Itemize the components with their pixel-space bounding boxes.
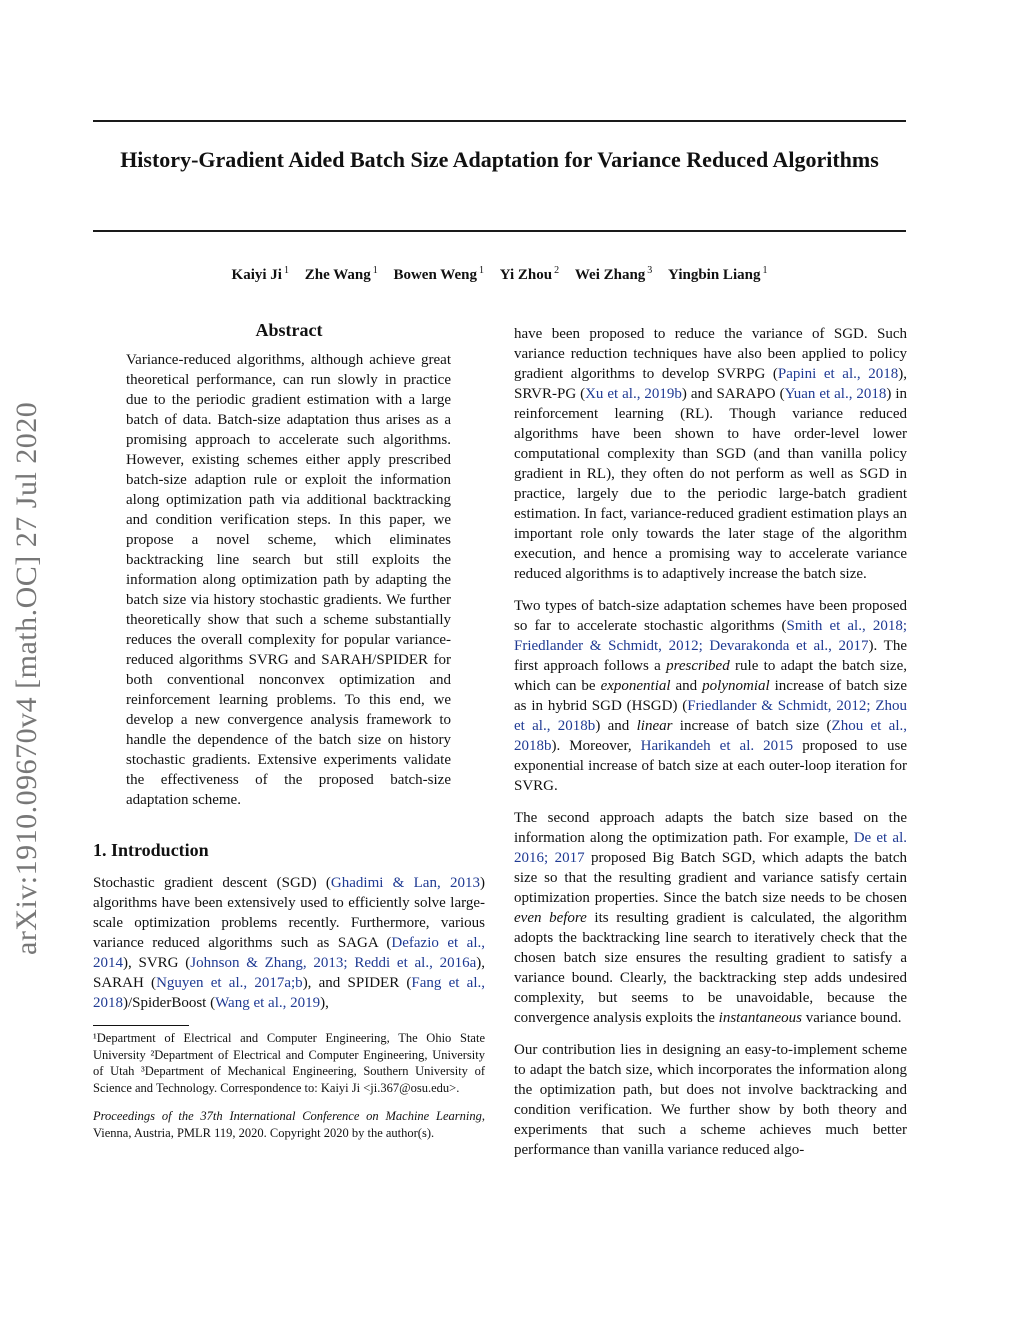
citation-link[interactable]: Friedlander & Schmidt, 2012; Zhou et al., 2018b (514, 698, 907, 734)
intro-paragraph: Stochastic gradient descent (SGD) (Ghadimi & Lan, 2013) algorithms have been extensively used to efficiently solve large-scale optimization problems recently. Furthermore, various variance reduced algorithms such as SAGA (Defazio et al., 2014), SVRG (Johnson & Zhang, 2013; Reddi et al., 2016a), SARAH (Nguyen et al., 2017a;b), and SPIDER (Fang et al., 2018)/SpiderBoost (Wang et al., 2019), (93, 875, 486, 1011)
author: Wei Zhang $^3$ (574, 265, 653, 283)
title-bottom-rule (93, 230, 906, 232)
citation-link[interactable]: Defazio et al., 2014 (93, 935, 485, 971)
citation-link[interactable]: Smith et al., 2018; Friedlander & Schmidt, 2012; Devarakonda et al., 2017 (514, 618, 907, 654)
abstract-heading: Abstract (255, 320, 323, 340)
arxiv-stamp: arXiv:1910.09670v4 [math.OC] 27 Jul 2020 (10, 401, 43, 955)
body-paragraph: Our contribution lies in designing an easy-to-implement scheme to adapt the batch size, which incorporates the information along the optimization path, but does not involve backtracking and condition verification. We further show by both theory and experiments that such a scheme achieves much better performance than vanilla variance reduced algo- (514, 1042, 907, 1158)
author: Zhe Wang $^1$ (304, 265, 378, 283)
body-paragraph: Two types of batch-size adaptation schemes have been proposed so far to accelerate stochastic algorithms (Smith et al., 2018; Friedlander & Schmidt, 2012; Devarakonda et al., 2017). The first approach follows a prescribed rule to adapt the batch size, which can be exponential and polynomial increase of batch size as in hybrid SGD (HSGD) (Friedlander & Schmidt, 2012; Zhou et al., 2018b) and linear increase of batch size (Zhou et al., 2018b). Moreover, Harikandeh et al. 2015 proposed to use exponential increase of batch size at each outer-loop iteration for SVRG. (514, 598, 907, 794)
citation-link[interactable]: Harikandeh et al. 2015 (640, 738, 794, 754)
citation-link[interactable]: Zhou et al., 2018b (514, 718, 907, 754)
title-top-rule (93, 120, 906, 122)
body-paragraph: The second approach adapts the batch size based on the information along the optimization path. For example, De et al. 2016; 2017 proposed Big Batch SGD, which adapts the batch size so that the resulting gradient and variance satisfy certain optimization properties. Since the batch size needs to be chosen even before its resulting gradient is calculated, the algorithm adopts the backtracking line search to iteratively check that the chosen batch size ensures the resulting gradient to satisfy a variance bound. Clearly, the backtracking step adds undesired complexity, but seems to be unavoidable, because the convergence analysis exploits the instantaneous variance bound. (514, 810, 908, 1026)
paper-title: History-Gradient Aided Batch Size Adaptation for Variance Reduced Algorithms (120, 147, 879, 172)
citation-link[interactable]: Fang et al., 2018 (93, 975, 486, 1011)
affiliation-footnote: ¹Department of Electrical and Computer Engineering, The Ohio State University ²Department of Electrical and Computer Engineering, University of Utah ³Department of Mechanical Engineering, Southern University of Science and Technology. Correspondence to: Kaiyi Ji <ji.367@osu.edu>. (93, 1031, 485, 1095)
right-column (514, 324, 907, 1172)
citation-link[interactable]: Nguyen et al., 2017a;b (156, 975, 303, 991)
abstract-text: Variance-reduced algorithms, although achieve great theoretical performance, can run slowly in practice due to the periodic gradient estimation with a large batch of data. Batch-size adaptation thus arises as a promising approach to accelerate such algorithms. However, existing schemes either apply prescribed batch-size adaption rule or exploit the information along optimization path via additional backtracking and condition verification steps. In this paper, we propose a novel scheme, which eliminates backtracking line search but still exploits the information along optimization path by adapting the batch size via history stochastic gradients. We further theoretically show that such a scheme substantially reduces the overall complexity for popular variance-reduced algorithms SVRG and SARAH/SPIDER for both conventional nonconvex optimization and reinforcement learning problems. To this end, we develop a new convergence analysis framework to handle the dependence of the batch size on history stochastic gradients. Extensive experiments validate the effectiveness of the proposed batch-size adaptation scheme. (126, 352, 451, 808)
citation-link[interactable]: Yuan et al., 2018 (784, 386, 887, 402)
proceedings-note: Proceedings of the 37th International Conference on Machine Learning, Vienna, Austria, PMLR 119, 2020. Copyright 2020 by the author(s). (93, 1109, 485, 1140)
citation-link[interactable]: Ghadimi & Lan, 2013 (330, 875, 480, 891)
author-list (93, 265, 906, 284)
citation-link[interactable]: Johnson & Zhang, 2013; Reddi et al., 2016a (190, 955, 477, 971)
footnote-rule (93, 1025, 189, 1026)
citation-link[interactable]: Papini et al., 2018 (777, 366, 899, 382)
citation-link[interactable]: Xu et al., 2019b (585, 386, 682, 402)
left-column (93, 318, 485, 1141)
author: Kaiyi Ji $^1$ (231, 265, 289, 283)
author: Yi Zhou $^2$ (499, 265, 560, 283)
body-paragraph: have been proposed to reduce the variance of SGD. Such variance reduction techniques have also been applied to policy gradient algorithms to develop SVRPG (Papini et al., 2018), SRVR-PG (Xu et al., 2019b) and SARAPO (Yuan et al., 2018) in reinforcement learning (RL). Though variance reduced algorithms have been shown to have order-level lower computational complexity than SGD (and than vanilla policy gradient in RL), they often do not perform as well as SGD in practice, largely due to the periodic large-batch gradient estimation. In fact, variance-reduced gradient estimation plays an important role only towards the later stage of the algorithm execution, and hence a promising way to accelerate variance reduced algorithms is to adaptively increase the batch size. (514, 326, 907, 582)
section-heading-introduction: 1. Introduction (93, 840, 209, 860)
author: Yingbin Liang $^1$ (668, 265, 768, 283)
author: Bowen Weng $^1$ (393, 265, 484, 283)
citation-link[interactable]: De et al. 2016; 2017 (514, 830, 908, 866)
citation-link[interactable]: Wang et al., 2019 (215, 995, 321, 1011)
